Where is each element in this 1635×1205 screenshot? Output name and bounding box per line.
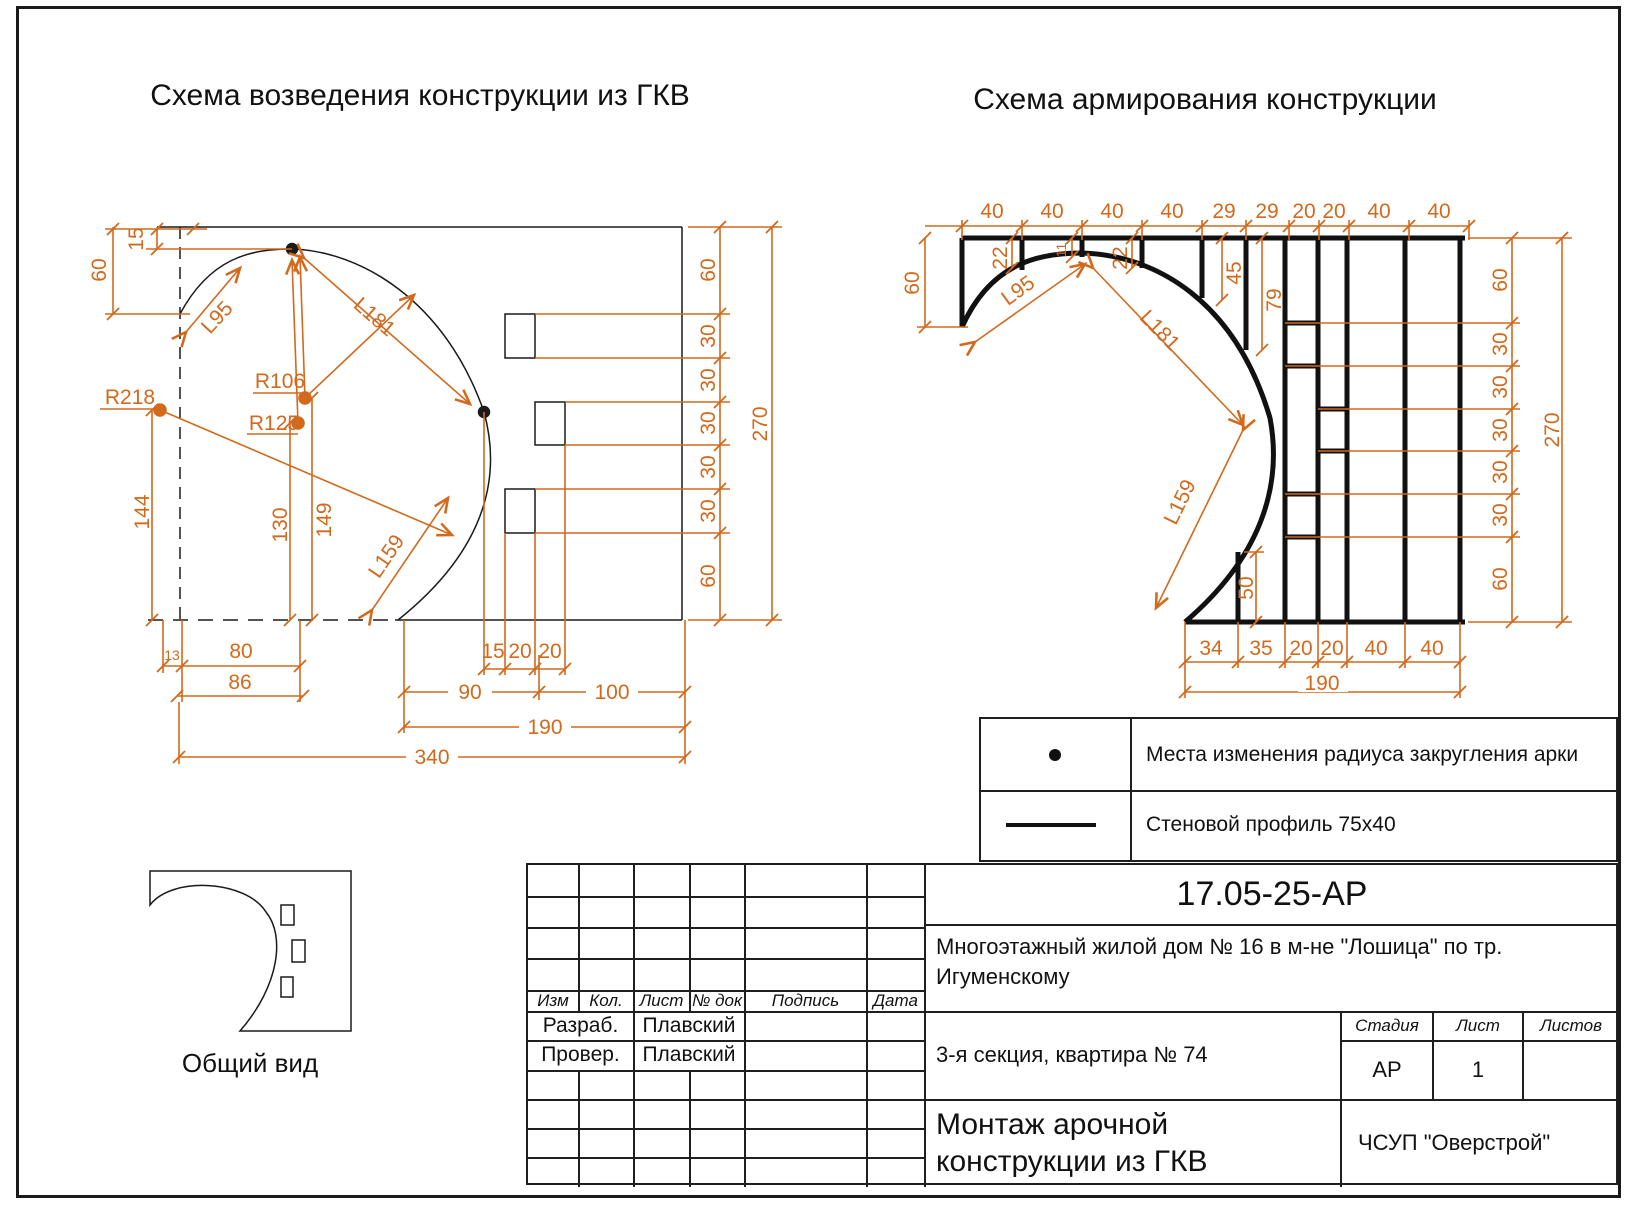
general-view-drawing (150, 871, 351, 1031)
dim-label: 30 (1489, 503, 1512, 527)
dim-label: 29 (1212, 200, 1236, 223)
dim-label: 60 (1489, 268, 1512, 292)
dim-label: 50 (1235, 576, 1258, 600)
col-header-kol: Кол. (589, 990, 623, 1010)
col-header-list: Лист (639, 990, 684, 1010)
dim-label: 40 (1420, 637, 1444, 660)
dim-label: 30 (1489, 418, 1512, 442)
dim-label: 20 (1320, 637, 1344, 660)
dim-label: 190 (1304, 672, 1340, 695)
dim-label: 34 (1199, 637, 1223, 660)
legend-item-label: Стеновой профиль 75х40 (1146, 813, 1396, 836)
dim-label: L181 (1135, 305, 1185, 356)
dim-label: 60 (697, 564, 720, 588)
dim-label: 40 (1160, 200, 1184, 223)
dim-label: L159 (364, 530, 410, 583)
dim-label: 270 (1541, 412, 1564, 448)
dim-label: 15 (125, 227, 148, 251)
dim-label: 20 (1289, 637, 1313, 660)
project-description: Многоэтажный жилой дом № 16 в м-не "Лошица" по тр. Игуменскому (936, 934, 1503, 989)
role-checker: Провер. (541, 1043, 620, 1066)
dim-label: 190 (527, 716, 563, 739)
dim-label: 35 (1249, 637, 1273, 660)
dim-label: L159 (1159, 476, 1201, 529)
reinforcement-diagram-structure (962, 238, 1465, 622)
dim-label: 13 (164, 647, 180, 663)
dim-label: L95 (997, 271, 1040, 311)
wall-profile-line-icon (1006, 823, 1096, 827)
general-view-label: Общий вид (181, 1048, 319, 1078)
sheets-value (1524, 1041, 1618, 1098)
legend (979, 717, 1618, 862)
section-description: 3-я секция, квартира № 74 (936, 1042, 1208, 1067)
dim-label: 40 (1040, 200, 1064, 223)
dim-label: 149 (313, 502, 336, 538)
dim-label: 40 (1367, 200, 1391, 223)
dim-label: 130 (269, 507, 292, 543)
left-diagram-title: Схема возведения конструкции из ГКВ (150, 79, 690, 112)
erection-diagram-dimensions (100, 221, 782, 764)
dim-label: 20 (508, 640, 532, 663)
dim-label: 86 (228, 671, 252, 694)
dim-label: R125 (248, 412, 300, 435)
dim-label: L181 (349, 293, 400, 342)
dim-label: 270 (749, 406, 772, 442)
dim-label: 40 (980, 200, 1004, 223)
dim-label: 20 (1292, 200, 1316, 223)
dim-label: 20 (538, 640, 562, 663)
checker-name: Плавский (642, 1043, 736, 1066)
dim-label: 11 (1053, 242, 1069, 258)
dim-label: 40 (1364, 637, 1388, 660)
dim-label: 100 (594, 681, 630, 704)
document-number: 17.05-25-АР (1176, 875, 1368, 913)
dim-label: 40 (1427, 200, 1451, 223)
dim-label: R218 (104, 386, 156, 409)
dim-label: 30 (697, 499, 720, 523)
dim-label: 144 (131, 494, 154, 530)
dim-label: 30 (697, 455, 720, 479)
dim-label: 30 (1489, 460, 1512, 484)
col-header-izm: Изм (537, 990, 569, 1010)
legend-item-label: Места изменения радиуса закругления арки (1146, 742, 1579, 766)
col-header-date: Дата (873, 990, 918, 1010)
dim-label: 30 (697, 368, 720, 392)
dim-label: 45 (1223, 261, 1246, 285)
dim-label: 20 (1322, 200, 1346, 223)
role-developer: Разраб. (542, 1013, 619, 1037)
sheets-label: Листов (1540, 1015, 1602, 1035)
dim-label: 60 (697, 258, 720, 282)
col-header-doc: № док (691, 990, 742, 1010)
dim-label: 79 (1263, 288, 1286, 312)
stage-value: АР (1372, 1056, 1402, 1082)
dim-label: 30 (1489, 375, 1512, 399)
drawing-title: Монтаж арочной конструкции из ГКВ (936, 1107, 1208, 1178)
dim-label: 340 (414, 746, 450, 769)
dim-label: L95 (196, 296, 238, 339)
developer-name: Плавский (642, 1013, 736, 1037)
dim-label: 30 (697, 324, 720, 348)
erection-diagram-structure (148, 227, 682, 620)
dim-label: 30 (1489, 332, 1512, 356)
dim-label: 60 (1489, 567, 1512, 591)
dim-label: 29 (1255, 200, 1279, 223)
dim-label: R106 (254, 370, 306, 393)
stage-label: Стадия (1355, 1015, 1419, 1035)
sheet-label: Лист (1456, 1015, 1500, 1035)
radius-change-dot-icon (1049, 749, 1061, 761)
dim-label: 40 (1100, 200, 1124, 223)
dim-label: 60 (901, 271, 924, 295)
sheet-value: 1 (1471, 1056, 1485, 1082)
company-name: ЧСУП "Оверстрой" (1358, 1130, 1551, 1155)
dim-label: 22 (1109, 246, 1132, 270)
dim-label: 90 (458, 681, 482, 704)
dim-label: 30 (697, 411, 720, 435)
dim-label: 80 (229, 640, 253, 663)
dim-label: 60 (88, 258, 111, 282)
dim-label: 22 (989, 246, 1012, 270)
dim-label: 15 (481, 640, 505, 663)
title-block (526, 863, 1618, 1185)
right-diagram-title: Схема армирования конструкции (973, 83, 1437, 116)
erection-diagram-labels (88, 227, 772, 769)
col-header-sign: Подпись (771, 990, 840, 1010)
